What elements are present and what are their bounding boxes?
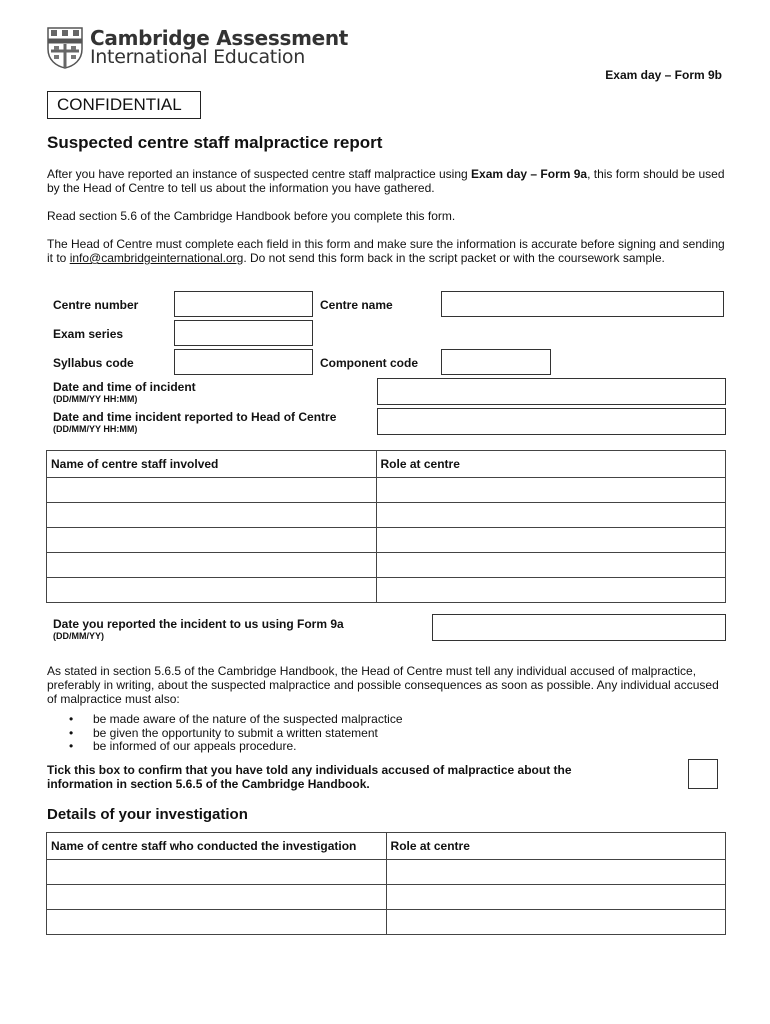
form9a-date-format: (DD/MM/YY) — [53, 631, 104, 641]
confidential-label: CONFIDENTIAL — [47, 91, 201, 119]
logo-line-2: International Education — [90, 46, 305, 68]
centre-name-field[interactable] — [441, 291, 724, 317]
intro-paragraph-3: The Head of Centre must complete each field in this form and make sure the information is accurate before signing and sending it to info@cambridgeinternational.org. Do not send this form back in the script packet or with the coursework sample. — [47, 237, 725, 265]
staff-name-cell[interactable] — [47, 553, 377, 578]
table-row — [47, 478, 726, 503]
investigation-heading: Details of your investigation — [47, 806, 248, 823]
column-header-role: Role at centre — [386, 833, 725, 860]
staff-involved-table — [46, 450, 726, 603]
incident-datetime-field[interactable] — [377, 378, 726, 405]
form9a-date-field[interactable] — [432, 614, 726, 641]
role-cell[interactable] — [376, 503, 725, 528]
form-reference: Exam day – Form 9b — [605, 68, 722, 82]
centre-number-label: Centre number — [53, 298, 139, 312]
staff-name-cell[interactable] — [47, 578, 377, 603]
university-shield-icon — [47, 27, 83, 69]
email-link[interactable]: info@cambridgeinternational.org — [69, 251, 244, 265]
table-row — [47, 910, 726, 935]
table-row — [47, 553, 726, 578]
form-9a-reference: Exam day – Form 9a — [471, 167, 588, 181]
confirmation-text: Tick this box to confirm that you have told any individuals accused of malpractice about the information in section 5.6.5 of the Cambridge Handbook. — [47, 763, 572, 791]
column-header-staff-name: Name of centre staff involved — [47, 451, 377, 478]
investigator-name-cell[interactable] — [47, 885, 387, 910]
investigation-table — [46, 832, 726, 935]
role-cell[interactable] — [376, 528, 725, 553]
centre-number-field[interactable] — [174, 291, 313, 317]
table-row — [47, 885, 726, 910]
logo-line-1: Cambridge Assessment — [90, 26, 349, 50]
syllabus-code-label: Syllabus code — [53, 356, 134, 370]
incident-datetime-label: Date and time of incident — [53, 380, 196, 394]
table-header-row — [47, 451, 726, 478]
role-cell[interactable] — [386, 910, 725, 935]
handbook-paragraph: As stated in section 5.6.5 of the Cambridge Handbook, the Head of Centre must tell any individual accused of malpractice, preferably in writing, about the suspected malpractice and possible consequences as soon as possible. Any individual accused of malpractice must also: — [47, 664, 719, 706]
reported-datetime-field[interactable] — [377, 408, 726, 435]
page-title: Suspected centre staff malpractice report — [47, 133, 383, 152]
form9a-date-label: Date you reported the incident to us using Form 9a — [53, 617, 344, 631]
table-row — [47, 578, 726, 603]
table-row — [47, 860, 726, 885]
role-cell[interactable] — [386, 885, 725, 910]
intro-paragraph-1: After you have reported an instance of suspected centre staff malpractice using Exam day – Form 9a, this form should be used by the Head of Centre to tell us about the information you have gathered. — [47, 167, 725, 195]
syllabus-code-field[interactable] — [174, 349, 313, 375]
table-header-row — [47, 833, 726, 860]
table-row — [47, 528, 726, 553]
investigator-name-cell[interactable] — [47, 910, 387, 935]
incident-datetime-format: (DD/MM/YY HH:MM) — [53, 394, 138, 404]
role-cell[interactable] — [386, 860, 725, 885]
centre-name-label: Centre name — [320, 298, 393, 312]
logo — [47, 27, 83, 69]
table-row — [47, 503, 726, 528]
list-item: • be made aware of the nature of the suspected malpractice — [47, 713, 727, 727]
column-header-investigator-name: Name of centre staff who conducted the investigation — [47, 833, 387, 860]
component-code-label: Component code — [320, 356, 418, 370]
list-item: • be given the opportunity to submit a written statement — [47, 727, 727, 741]
requirements-list — [47, 713, 727, 754]
exam-series-label: Exam series — [53, 327, 124, 341]
intro-paragraph-2: Read section 5.6 of the Cambridge Handbook before you complete this form. — [47, 209, 456, 223]
role-cell[interactable] — [376, 578, 725, 603]
confirmation-checkbox[interactable] — [688, 759, 718, 789]
role-cell[interactable] — [376, 478, 725, 503]
staff-name-cell[interactable] — [47, 503, 377, 528]
component-code-field[interactable] — [441, 349, 551, 375]
column-header-role: Role at centre — [376, 451, 725, 478]
reported-datetime-label: Date and time incident reported to Head of Centre — [53, 410, 337, 424]
staff-name-cell[interactable] — [47, 478, 377, 503]
exam-series-field[interactable] — [174, 320, 313, 346]
reported-datetime-format: (DD/MM/YY HH:MM) — [53, 424, 138, 434]
staff-name-cell[interactable] — [47, 528, 377, 553]
list-item: • be informed of our appeals procedure. — [47, 740, 727, 754]
investigator-name-cell[interactable] — [47, 860, 387, 885]
role-cell[interactable] — [376, 553, 725, 578]
